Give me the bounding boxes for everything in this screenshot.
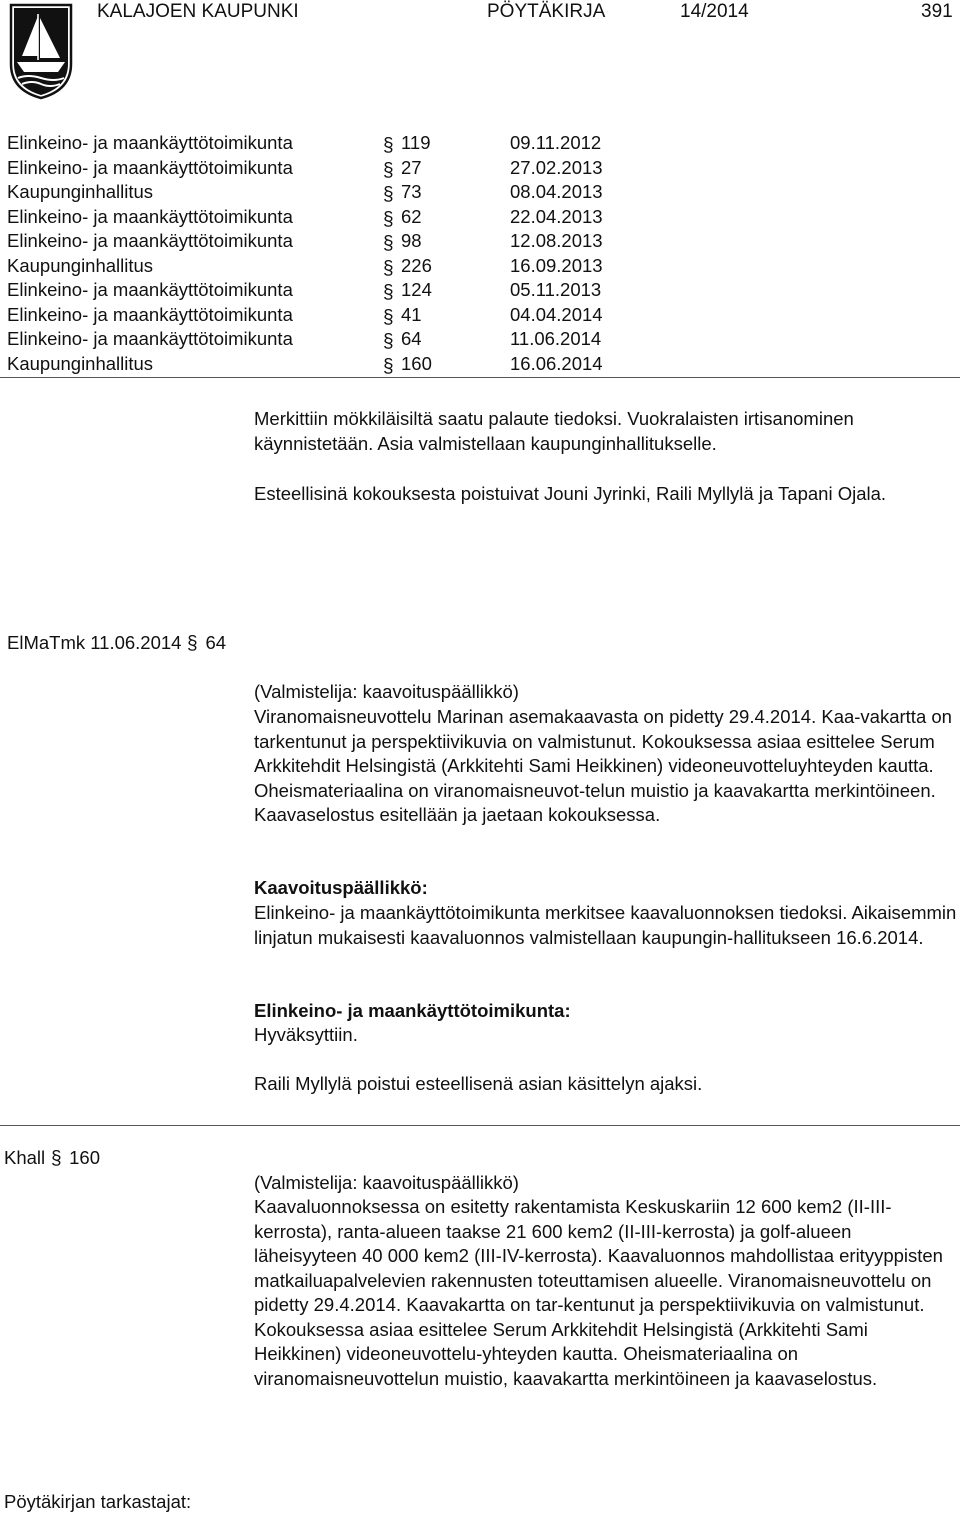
section-sign-icon bbox=[383, 307, 397, 327]
history-org: Kaupunginhallitus bbox=[7, 181, 154, 202]
history-row bbox=[0, 327, 960, 352]
svg-text:§: § bbox=[51, 1148, 62, 1168]
svg-text:§: § bbox=[383, 159, 394, 180]
paragraph-disqualified: Esteellisinä kokouksesta poistuivat Jouni Jyrinki, Raili Myllylä ja Tapani Ojala. bbox=[254, 483, 887, 504]
section-reference-elmatmk bbox=[7, 631, 226, 656]
history-number: 119 bbox=[401, 132, 431, 153]
proposal-heading: Kaavoituspäällikkö: bbox=[254, 877, 428, 898]
history-row bbox=[0, 254, 960, 279]
history-number: 41 bbox=[401, 303, 422, 325]
history-row bbox=[0, 131, 960, 156]
svg-text:§: § bbox=[383, 355, 394, 376]
history-org: Elinkeino- ja maankäyttötoimikunta bbox=[7, 132, 293, 153]
reviewers-label: Pöytäkirjan tarkastajat: bbox=[4, 1491, 192, 1512]
reference-number: 160 bbox=[69, 1147, 101, 1168]
history-row bbox=[0, 205, 960, 230]
history-number: 64 bbox=[401, 328, 422, 349]
svg-text:§: § bbox=[383, 331, 394, 351]
history-org: Elinkeino- ja maankäyttötoimikunta bbox=[7, 205, 293, 227]
section-sign-icon bbox=[383, 331, 397, 351]
history-date: 16.09.2013 bbox=[510, 254, 603, 276]
history-org: Elinkeino- ja maankäyttötoimikunta bbox=[7, 230, 293, 251]
history-row bbox=[0, 229, 960, 254]
reference-number: 64 bbox=[205, 632, 227, 653]
history-number: 27 bbox=[401, 156, 422, 178]
town-crest-icon bbox=[8, 2, 74, 100]
reference-label: ElMaTmk 11.06.2014 bbox=[7, 632, 182, 653]
svg-text:§: § bbox=[383, 184, 394, 204]
page-number: 391 bbox=[921, 1, 953, 22]
history-number: 98 bbox=[401, 230, 422, 251]
history-org: Elinkeino- ja maankäyttötoimikunta bbox=[7, 328, 293, 349]
document-number: 14/2014 bbox=[680, 1, 749, 22]
history-number: 73 bbox=[401, 181, 422, 202]
section-sign-icon bbox=[383, 282, 397, 302]
divider bbox=[0, 1125, 960, 1126]
town-name: KALAJOEN KAUPUNKI bbox=[97, 1, 299, 22]
history-row bbox=[0, 180, 960, 205]
section-sign-icon bbox=[383, 184, 397, 204]
history-date: 04.04.2014 bbox=[510, 303, 603, 325]
processing-history bbox=[0, 131, 960, 376]
document-type: PÖYTÄKIRJA bbox=[487, 1, 606, 22]
reference-label: Khall bbox=[4, 1147, 46, 1168]
section-reference-khall bbox=[4, 1146, 100, 1171]
section-sign-icon bbox=[383, 209, 397, 229]
history-number: 62 bbox=[401, 205, 422, 227]
svg-text:§: § bbox=[383, 306, 394, 327]
paragraph-body: Viranomaisneuvottelu Marinan asemakaavasta on pidetty 29.4.2014. Kaa-vakartta on tarkentunut ja perspektiivikuvia on valmistunut. Kokouksessa asiaa esittelee Serum Arkkitehdit Helsingistä (Arkkitehti Sami Heikkinen) videoneuvotteluyhteyden kautta. Oheismateriaalina on viranomaisneuvot-telun muistio ja kaavakartta merkintöineen. Kaavaselostus esitellään ja jaetaan kokouksessa. bbox=[254, 706, 952, 825]
svg-text:§: § bbox=[383, 208, 394, 229]
history-date: 11.06.2014 bbox=[510, 328, 602, 349]
history-date: 22.04.2013 bbox=[510, 205, 603, 227]
section-sign-icon bbox=[187, 633, 201, 653]
section-sign-icon bbox=[383, 258, 397, 278]
svg-text:§: § bbox=[187, 633, 199, 653]
history-number: 124 bbox=[401, 279, 432, 300]
history-date: 16.06.2014 bbox=[510, 352, 603, 374]
section-sign-icon bbox=[383, 160, 397, 180]
section-sign-icon bbox=[383, 233, 397, 253]
proposal-text: Elinkeino- ja maankäyttötoimikunta merkitsee kaavaluonnoksen tiedoksi. Aikaisemmin linjatun mukaisesti kaavaluonnos valmistellaan kaupungin-hallitukseen 16.6.2014. bbox=[254, 902, 957, 948]
section-sign-icon bbox=[51, 1148, 65, 1168]
history-date: 12.08.2013 bbox=[510, 230, 603, 251]
svg-text:§: § bbox=[383, 233, 394, 253]
page-header bbox=[0, 0, 960, 110]
paragraph-feedback: Merkittiin mökkiläisiltä saatu palaute tiedoksi. Vuokralaisten irtisanominen käynnistetään. Asia valmistellaan kaupunginhallitukselle. bbox=[254, 408, 854, 454]
history-org: Elinkeino- ja maankäyttötoimikunta bbox=[7, 156, 293, 178]
disqualification-note: Raili Myllylä poistui esteellisenä asian käsittelyn ajaksi. bbox=[254, 1073, 703, 1094]
section-sign-icon bbox=[383, 135, 397, 155]
history-org: Kaupunginhallitus bbox=[7, 352, 154, 374]
history-date: 05.11.2013 bbox=[510, 279, 602, 300]
history-number: 160 bbox=[401, 352, 432, 374]
history-row bbox=[0, 303, 960, 328]
preparer-note: (Valmistelija: kaavoituspäällikkö) bbox=[254, 1172, 519, 1193]
svg-text:§: § bbox=[383, 282, 394, 302]
svg-text:§: § bbox=[383, 135, 394, 155]
history-number: 226 bbox=[401, 254, 432, 276]
decision-text: Hyväksyttiin. bbox=[254, 1024, 358, 1045]
preparer-note: (Valmistelija: kaavoituspäällikkö) bbox=[254, 681, 519, 702]
history-row bbox=[0, 278, 960, 303]
section-sign-icon bbox=[383, 356, 397, 376]
history-org: Elinkeino- ja maankäyttötoimikunta bbox=[7, 303, 293, 325]
history-org: Elinkeino- ja maankäyttötoimikunta bbox=[7, 279, 293, 300]
history-date: 27.02.2013 bbox=[510, 156, 603, 178]
history-row bbox=[0, 156, 960, 181]
decision-heading: Elinkeino- ja maankäyttötoimikunta: bbox=[254, 1000, 571, 1021]
svg-text:§: § bbox=[383, 257, 394, 278]
paragraph-body: Kaavaluonnoksessa on esitetty rakentamista Keskuskariin 12 600 kem2 (II-III-kerrosta), ranta-alueen taakse 21 600 kem2 (II-III-kerrosta) ja golf-alueen läheisyyteen 40 000 kem2 (III-IV-kerrosta). Kaavaluonnos mahdollistaa erityyppisten matkailuapalvelevien rakennusten toteuttamisen alueelle. Viranomaisneuvottelu on pidetty 29.4.2014. Kaavakartta on tar-kentunut ja perspektiivikuvia on valmistunut. Kokouksessa asiaa esittelee Serum Arkkitehdit Helsingistä (Arkkitehti Sami Heikkinen) videoneuvottelu-yhteyden kautta. Oheismateriaalina on viranomaisneuvottelun muistio, kaavakartta merkintöineen ja kaavaselostus. bbox=[254, 1196, 943, 1389]
history-row bbox=[0, 352, 960, 377]
history-date: 09.11.2012 bbox=[510, 132, 602, 153]
history-org: Kaupunginhallitus bbox=[7, 254, 154, 276]
history-date: 08.04.2013 bbox=[510, 181, 603, 202]
divider bbox=[0, 377, 960, 378]
